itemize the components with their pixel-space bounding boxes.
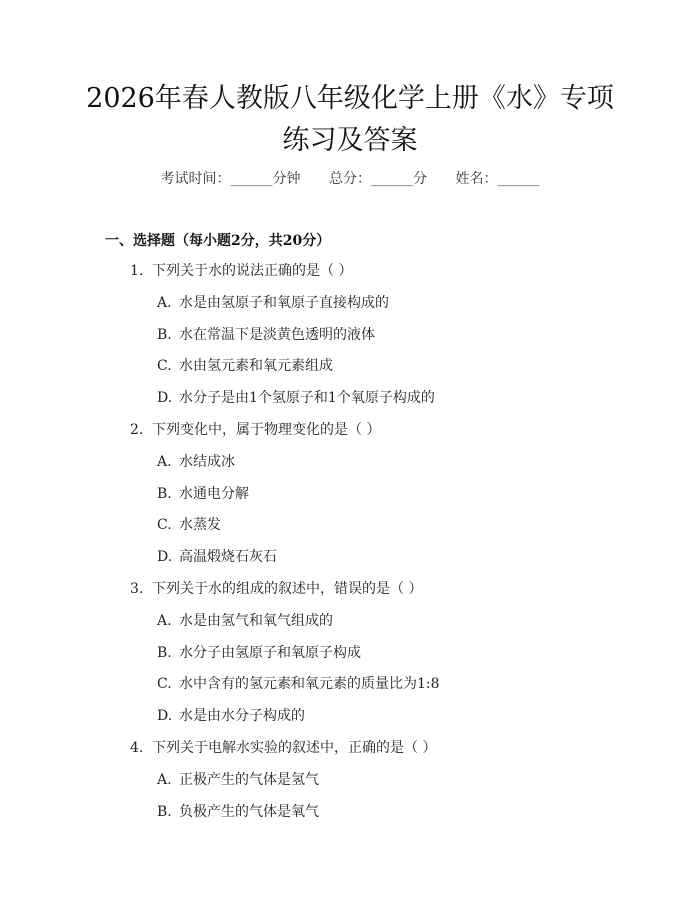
title-line-1: 2026年春人教版八年级化学上册《水》专项 [86,83,614,114]
question-number: 3. [130,581,144,597]
question-text: 下列关于水的说法正确的是（ ） [152,263,353,279]
answer-option [157,453,235,471]
option-letter: B. [157,326,172,343]
answer-option [157,389,435,407]
question-stem [130,580,422,598]
question-text: 下列变化中，属于物理变化的是（ ） [152,422,381,438]
option-text: 水是由氢原子和氧原子直接构成的 [179,294,389,311]
option-letter: B. [157,803,172,820]
option-text: 水分子由氢原子和氧原子构成 [179,644,361,661]
option-text: 水结成冰 [179,453,235,470]
answer-option [157,326,375,344]
exam-time-field: 考试时间：______分钟 [160,171,301,187]
question-number: 1. [130,263,144,279]
answer-option [157,675,440,693]
exam-meta [0,168,700,188]
option-letter: B. [157,485,172,502]
question-number: 2. [130,422,144,438]
option-letter: A. [157,612,172,629]
answer-option [157,294,389,312]
option-letter: A. [157,294,172,311]
answer-option [157,612,333,630]
answer-option [157,516,221,534]
option-text: 水分子是由1个氢原子和1个氧原子构成的 [179,390,435,407]
document-title [0,78,700,162]
answer-option [157,644,361,662]
title-line-2: 练习及答案 [282,125,418,156]
option-letter: D. [157,708,173,725]
question-text: 下列关于电解水实验的叙述中，正确的是（ ） [152,740,437,756]
question-text: 下列关于水的组成的叙述中，错误的是（ ） [152,581,423,597]
option-text: 水蒸发 [179,517,221,534]
question-stem [130,421,380,439]
option-text: 高温煅烧石灰石 [179,549,277,566]
option-letter: A. [157,453,172,470]
answer-option [157,803,319,821]
option-text: 水由氢元素和氧元素组成 [179,358,333,375]
option-text: 水是由水分子构成的 [179,708,305,725]
option-text: 水在常温下是淡黄色透明的液体 [179,326,375,343]
total-score-field: 总分：______分 [329,171,427,187]
answer-option [157,548,277,566]
question-number: 4. [130,740,144,756]
answer-option [157,485,249,503]
question-stem [130,739,436,757]
option-letter: D. [157,549,173,566]
student-name-field: 姓名：______ [455,171,540,187]
option-letter: C. [157,358,172,375]
option-text: 水中含有的氢元素和氧元素的质量比为1:8 [179,676,440,693]
option-letter: C. [157,676,172,693]
option-letter: D. [157,390,173,407]
answer-option [157,707,305,725]
option-text: 水是由氢气和氧气组成的 [179,612,333,629]
section-title: 一、选择题（每小题2分，共20分） [105,233,331,249]
option-letter: C. [157,517,172,534]
option-text: 负极产生的气体是氧气 [179,803,319,820]
option-letter: A. [157,771,172,788]
option-text: 水通电分解 [179,485,249,502]
option-letter: B. [157,644,172,661]
answer-option [157,771,319,789]
answer-option [157,357,333,375]
option-text: 正极产生的气体是氢气 [179,771,319,788]
question-stem [130,262,352,280]
